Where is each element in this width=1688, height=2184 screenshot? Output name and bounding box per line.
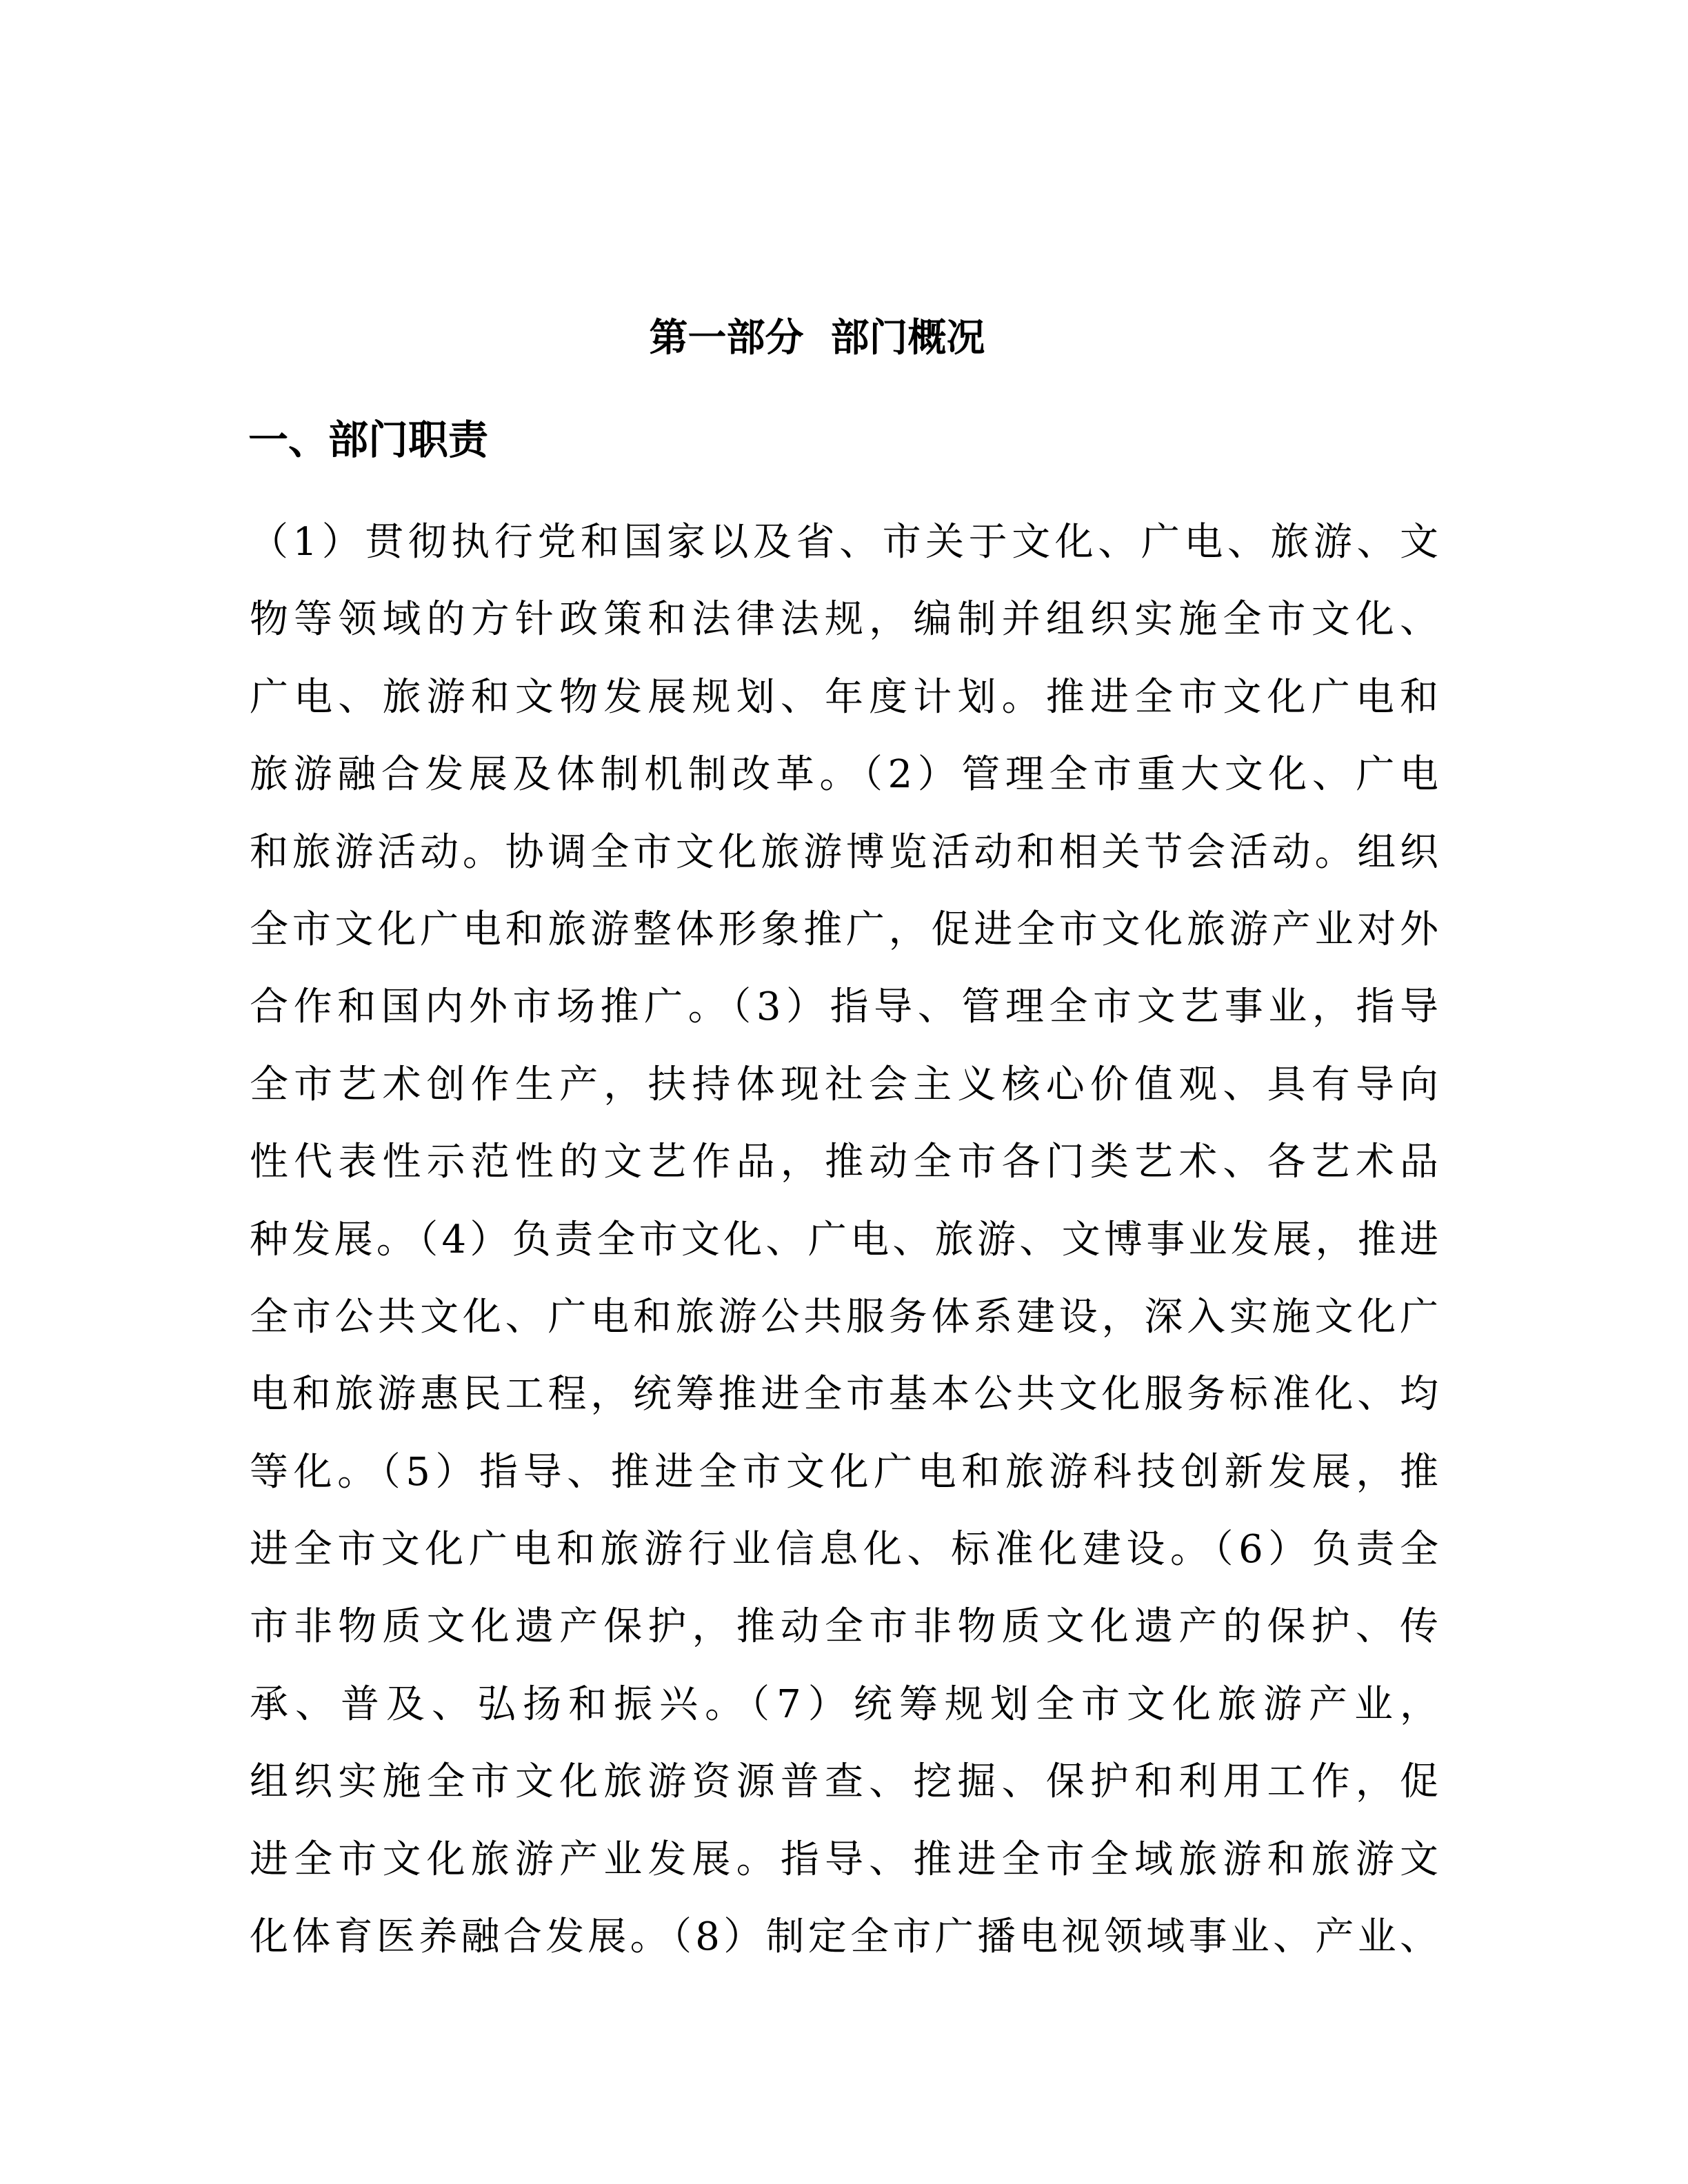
body-line: 等化。（5）指导、推进全市文化广电和旅游科技创新发展，推 (250, 1449, 1444, 1495)
body-line: 进全市文化广电和旅游行业信息化、标准化建设。（6）负责全 (250, 1527, 1444, 1573)
body-line: 旅游融合发展及体制机制改革。（2）管理全市重大文化、广电 (250, 752, 1444, 798)
body-line: 和旅游活动。协调全市文化旅游博览活动和相关节会活动。组织 (250, 829, 1443, 875)
body-line: 化体育医养融合发展。（8）制定全市广播电视领域事业、产业、 (250, 1914, 1443, 1960)
body-line: 电和旅游惠民工程，统筹推进全市基本公共文化服务标准化、均 (250, 1372, 1443, 1417)
body-line: 广电、旅游和文物发展规划、年度计划。推进全市文化广电和 (250, 674, 1445, 720)
body-line: 全市文化广电和旅游整体形象推广，促进全市文化旅游产业对外 (250, 907, 1443, 952)
section-heading: 一、部门职责 (248, 416, 489, 463)
document-title: 第一部分 部门概况 (649, 315, 985, 361)
body-line: 进全市文化旅游产业发展。指导、推进全市全域旅游和旅游文 (250, 1837, 1445, 1882)
body-paragraph (250, 504, 1445, 1976)
body-line: 承、普及、弘扬和振兴。（7）统筹规划全市文化旅游产业， (250, 1681, 1445, 1727)
body-line: 全市公共文化、广电和旅游公共服务体系建设，深入实施文化广 (250, 1294, 1443, 1339)
body-line: （1）贯彻执行党和国家以及省、市关于文化、广电、旅游、文 (250, 520, 1443, 565)
body-line: 合作和国内外市场推广。（3）指导、管理全市文艺事业，指导 (250, 984, 1444, 1030)
body-line: 市非物质文化遗产保护，推动全市非物质文化遗产的保护、传 (250, 1604, 1445, 1650)
body-line: 全市艺术创作生产，扶持体现社会主义核心价值观、具有导向 (250, 1062, 1445, 1107)
body-line: 物等领域的方针政策和法律法规，编制并组织实施全市文化、 (250, 597, 1445, 643)
body-line: 种发展。（4）负责全市文化、广电、旅游、文博事业发展，推进 (250, 1217, 1443, 1262)
body-line: 组织实施全市文化旅游资源普查、挖掘、保护和利用工作，促 (250, 1759, 1445, 1805)
body-line: 性代表性示范性的文艺作品，推动全市各门类艺术、各艺术品 (250, 1140, 1445, 1185)
